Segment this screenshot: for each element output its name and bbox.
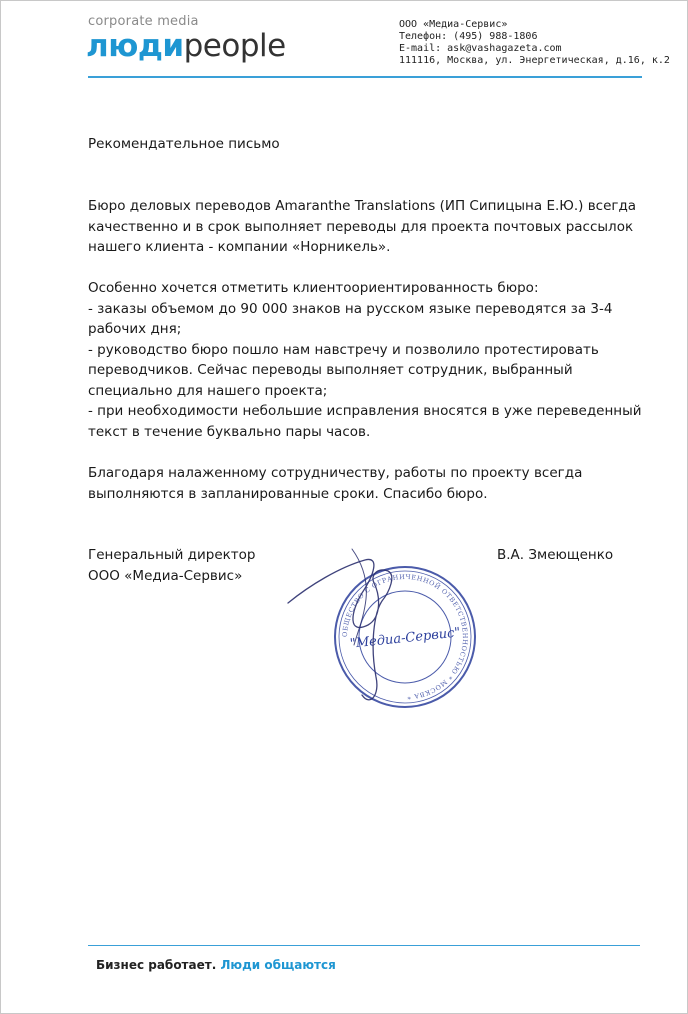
text-line: текст в течение буквально пары часов.	[88, 423, 371, 440]
slogan-part-1: Бизнес работает.	[96, 958, 217, 972]
company-logo	[86, 14, 286, 74]
signatory-name: В.А. Змеющенко	[497, 547, 614, 563]
signatory-block	[88, 545, 255, 586]
text-line: Особенно хочется отметить клиентоориентированность бюро:	[88, 280, 539, 296]
text-line: специально для нашего проекта;	[88, 382, 328, 399]
signatory-position: Генеральный директор	[88, 547, 256, 563]
company-email: E-mail: ask@vashagazeta.com	[399, 43, 562, 54]
company-phone: Телефон: (495) 988-1806	[399, 31, 538, 42]
logo-wordmark-en: people	[183, 28, 286, 64]
company-contacts	[399, 19, 670, 67]
signatory-organization: ООО «Медиа-Сервис»	[88, 567, 243, 584]
company-stamp	[270, 545, 490, 725]
stamp-ring-text: ОБЩЕСТВО С ОГРАНИЧЕННОЙ ОТВЕТСТВЕННОСТЬЮ * МОСКВА *	[340, 572, 470, 701]
text-line: - заказы объемом до 90 000 знаков на русском языке переводятся за 3-4	[88, 300, 613, 317]
footer-divider	[88, 945, 640, 946]
company-address: 111116, Москва, ул. Энергетическая, д.16, к.2	[399, 55, 670, 66]
text-line: рабочих дня;	[88, 321, 182, 337]
footer-slogan	[96, 958, 336, 972]
letter-paragraph-3	[88, 463, 648, 504]
slogan-part-2: Люди общаются	[220, 958, 336, 972]
text-line: переводчиков. Сейчас переводы выполняет сотрудник, выбранный	[88, 362, 573, 378]
text-line: Благодаря налаженному сотрудничеству, работы по проекту всегда	[88, 465, 583, 481]
text-line: - руководство бюро пошло нам навстречу и позволило протестировать	[88, 341, 599, 358]
logo-wordmark-ru: люди	[86, 28, 184, 64]
letter-paragraph-2	[88, 278, 648, 442]
text-line: - при необходимости небольшие исправления вносятся в уже переведенный	[88, 403, 642, 419]
company-name: ООО «Медиа-Сервис»	[399, 19, 508, 30]
text-line: Бюро деловых переводов Amaranthe Translations (ИП Сипицына Е.Ю.) всегда	[88, 198, 637, 214]
logo-subtitle: corporate media	[88, 14, 199, 29]
logo-wordmark	[86, 28, 286, 64]
stamp-center-text: "Медиа-Сервис"	[349, 625, 462, 652]
text-line: выполняются в запланированные сроки. Спасибо бюро.	[88, 485, 488, 502]
letter-paragraph-1	[88, 196, 648, 258]
letter-title: Рекомендательное письмо	[88, 136, 280, 152]
text-line: качественно и в срок выполняет переводы для проекта почтовых рассылок	[88, 218, 634, 235]
header-divider	[88, 76, 642, 78]
text-line: нашего клиента - компании «Норникель».	[88, 239, 391, 255]
handwritten-signature	[288, 559, 392, 699]
